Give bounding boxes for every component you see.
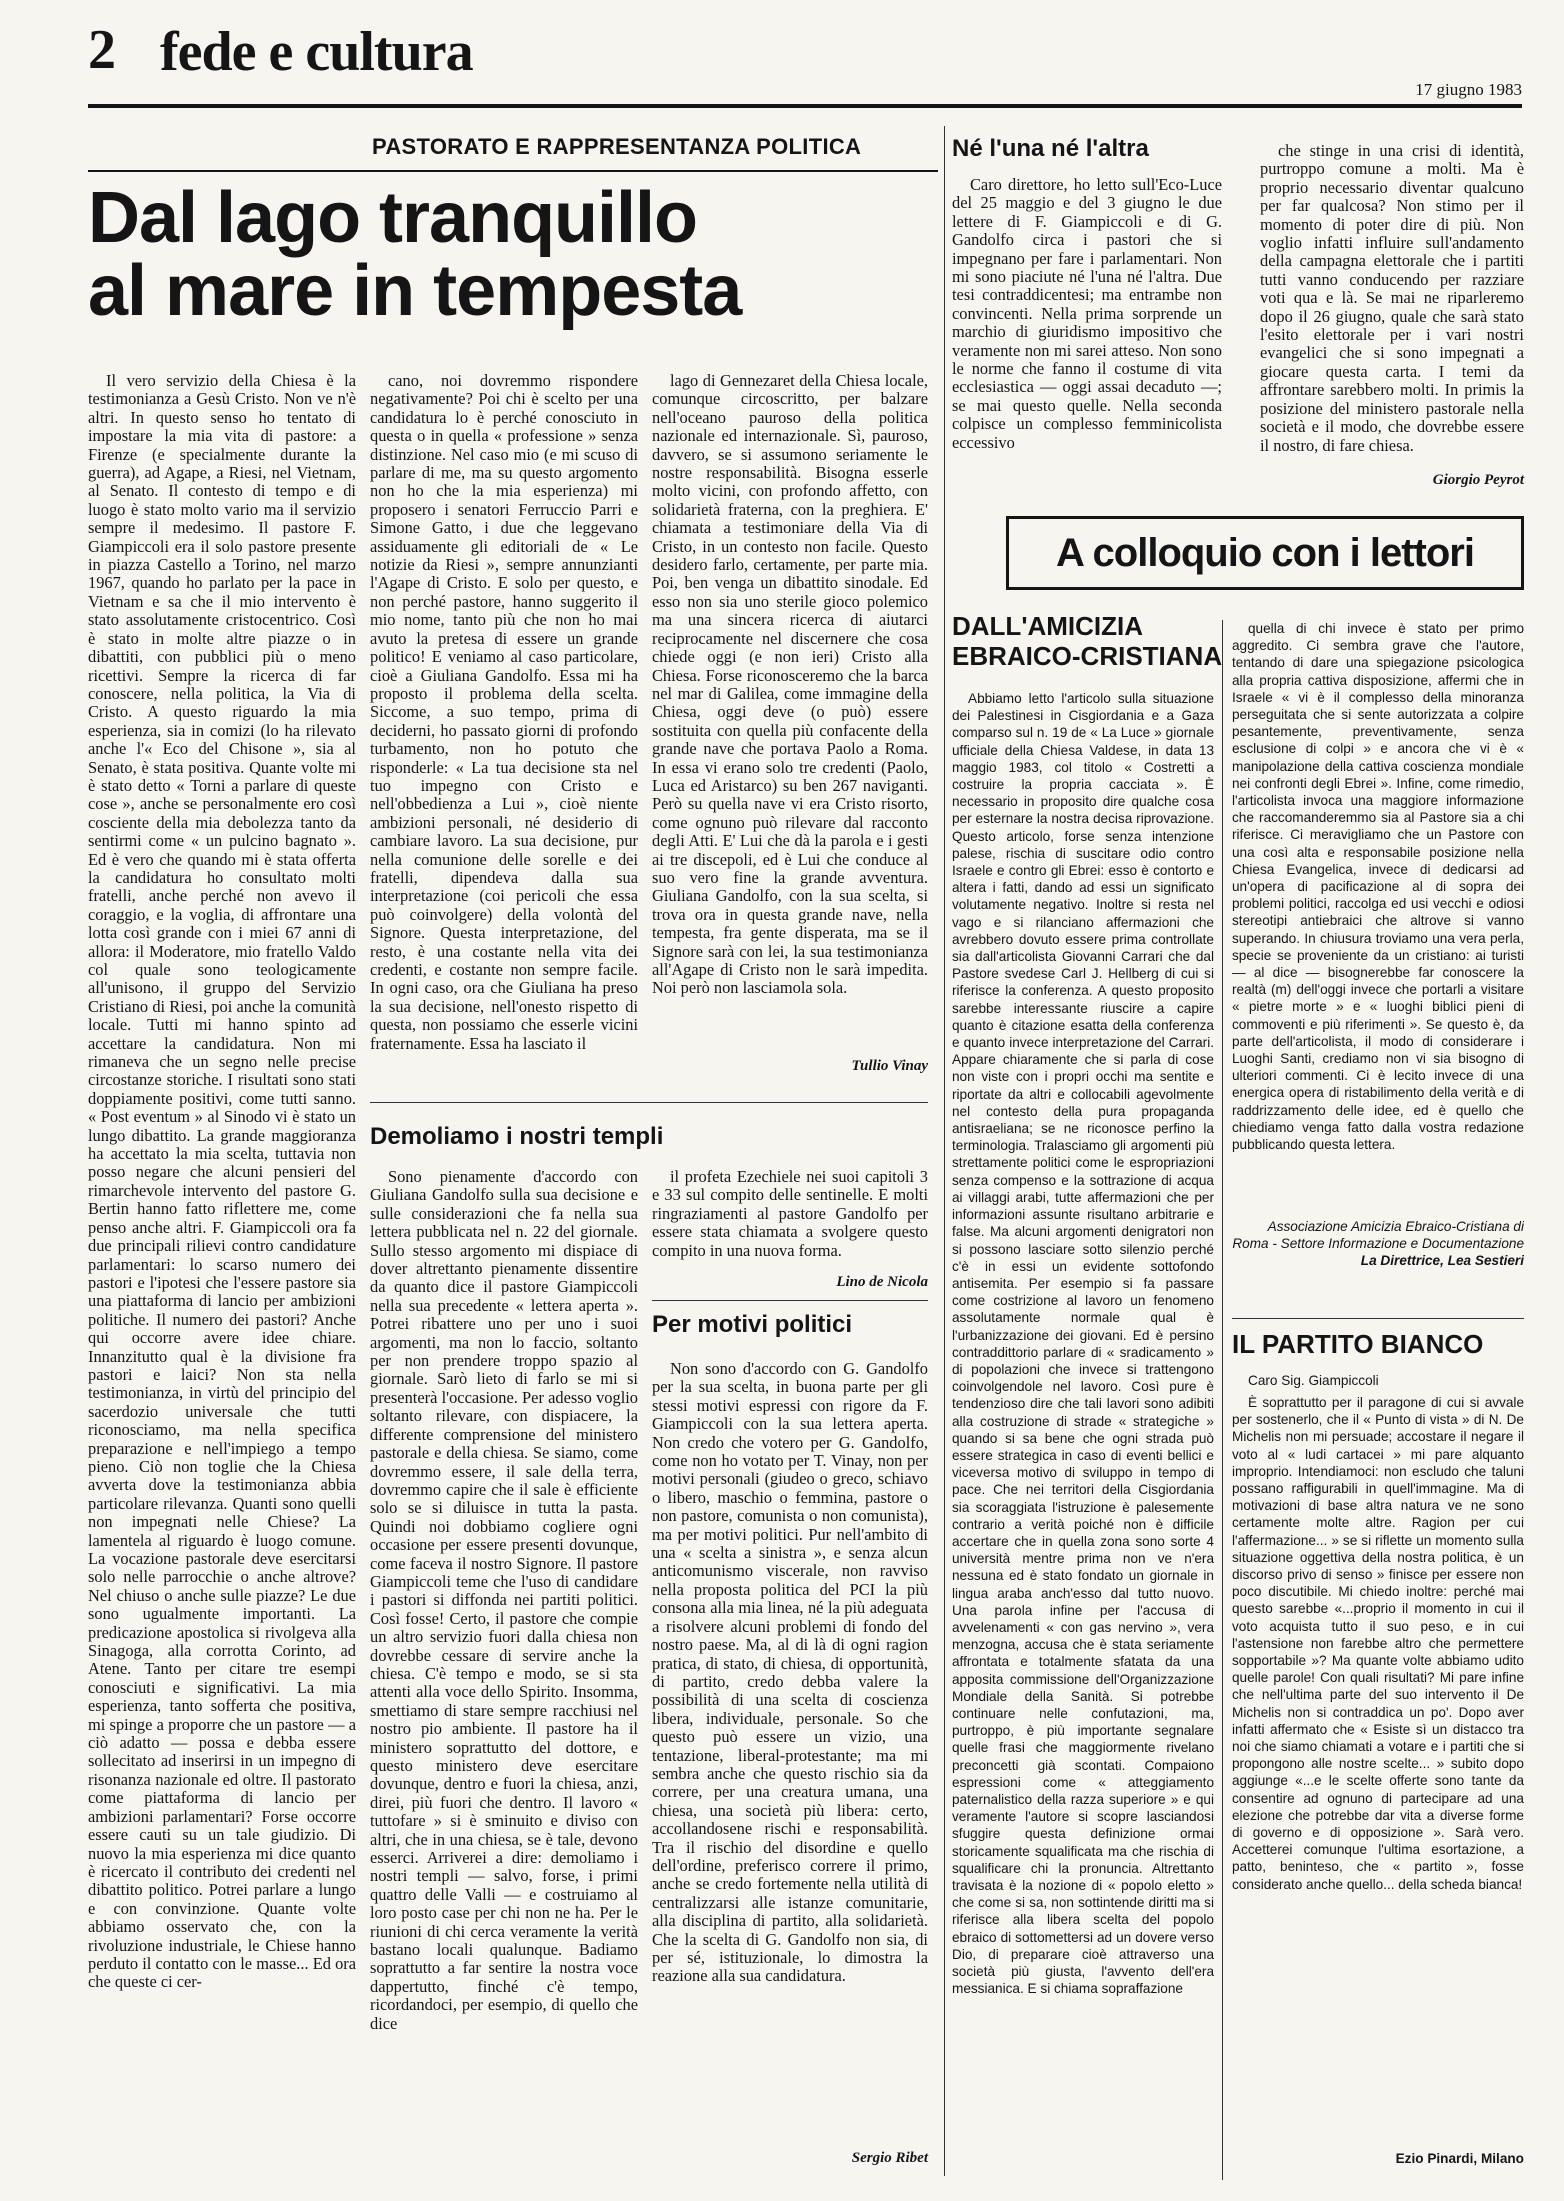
motivi-text: Non sono d'accordo con G. Gandolfo per la sua scelta, in buona parte per gli stessi motivi espressi con rigore da F. Giampiccoli con la sua lettera aperta. Non credo che votero per G. Gandolfo, come non ho votato per T. Vinay, non per motivi personali (giudeo o greco, schiavo o libero, maschio o femmina, pastore o non pastore, comunista o non comunista), ma per motivi politici. Pur nell'ambito di una « scelta a sinistra », e senza alcun anticomunismo viscerale, non ravviso nella proposta politica del PCI la più consona alla mia linea, né la più adeguata a risolvere alcuni problemi di fondo del nostro paese. Ma, al di là di ogni ragion pratica, di stato, di chiesa, di opportunità, di partito, credo debba valere la possibilità di una scelta di coscienza libera, individuale, personale. So che questo può essere un vizio, una tentazione, liberal-protestante; ma mi sembra anche che questo rischio sia da correre, per una creatura umana, una chiesa, una società più libera: certo, accollandosene rischi e responsabilità. Tra il rischio del disordine e quello dell'ordine, preferisco correre il primo, anche se credo fortemente nella utilità di centralizzarsi alle istanze comunitarie, alla disciplina di partito, alla solidarietà. Che la scelta di G. Gandolfo non sia, di per sé, istituzionale, lo dimostra la reazione alla sua candidatura. <box>652 1360 928 1986</box>
amicizia-title <box>952 612 1252 672</box>
motivi-title: Per motivi politici <box>652 1311 853 1338</box>
partito-greeting-text: Caro Sig. Giampiccoli <box>1248 1373 1379 1388</box>
amicizia-col2-text: quella di chi invece è stato per primo aggredito. Ci sembra grave che l'autore, tentando di dare una spiegazione psicologica alla propria cattiva disposizione, affermi che in Israele « vi è il complesso della minoranza perseguitata che si sente autorizzata a colpire pesantemente, preventivamente, senza esclusione di colpi » e ancora che vi è « manipolazione della cattiva coscienza mondiale nei confronti degli Ebrei ». Infine, come rimedio, l'articolista invoca una maggiore informazione che raccomanderemmo sia al Pastore sia a chi riferisce. Ci meravigliamo che un Pastore con una così alta e responsabile posizione nella Chiesa Evangelica, invece di dedicarsi ad un'opera di pacificazione al di sopra dei problemi politici, raccolga ed usi vecchi e odiosi stereotipi antiebraici che altrove si vanno superando. In chiusura troviamo una vera perla, specie se proveniente da un cristiano: ai turisti — al dice — bisognerebbe far conoscere la realtà (m) dell'oggi invece che portarli a visitare « pietre morte » e « luoghi biblici pieni di commoventi e più riferimenti ». Se questo è, da parte dell'articolista, il modo di considerare i Luoghi Santi, crediamo non vi sia bisogno di ulteriori commenti. Ci è lecito invece di una energica opera di ristabilimento della verità e di raddrizzamento delle idee, ed è quello che chiediamo venga fatto dalla vostra redazione pubblicando questa lettera. <box>1232 621 1524 1153</box>
main-col3-text: lago di Gennezaret della Chiesa locale, comunque circoscritto, per balzare nell'oceano pauroso della politica nazionale ed internazionale. Sì, pauroso, davvero, se si assumono seriamente le nostre responsabilità. Bisogna esserle molto vicini, con profondo affetto, con solidarietà fraterna, con la preghiera. E' chiamata a testimoniare della Via di Cristo, in un contesto non facile. Questo desidero farlo, certamente, per parte mia. Poi, ben venga un dibattito sinodale. Ed esso non sia uno sterile gioco polemico ma una sincera ricerca di aiutarci reciprocamente nel discernere che cosa chiede oggi (e non ieri) Cristo alla Chiesa. Forse riconosceremo che la barca nel mar di Galilea, come immagine della Chiesa, oggi deve (o può) essere sostituita con quella più confacente della grande nave che portava Paolo a Roma. In essa vi erano solo tre credenti (Paolo, Luca ed Aristarco) su ben 267 naviganti. Però su quella nave vi era Cristo risorto, come ognuno può rilevare dal racconto degli Atti. E' Lui che dà la parola e i gesti ai tre discepoli, ed è Lui che conduce al suo vero fine la grande avventura. Giuliana Gandolfo, con la sua scelta, si trova ora in questa grande nave, nella tempesta, fra gente disperata, ma se il Signore sarà con lei, la sua testimonianza all'Agape di Cristo non le sarà impedita. Noi però non lasciamola sola. <box>652 372 928 998</box>
amicizia-title-line-1: DALL'AMICIZIA <box>952 611 1144 641</box>
article-headline <box>88 178 948 332</box>
nelluna-col1-text: Caro direttore, ho letto sull'Eco-Luce del 25 maggio e del 3 giugno le due lettere di F. Giampiccoli e di G. Gandolfo circa i pastori che si impegnano per fare i parlamentari. Non mi sono piaciute né l'una né l'altra. Due tesi contraddicentesi; ma entrambe non convincenti. Nella prima sorprende un marchio di giuridismo impositivo che veramente non mi sarei atteso. Non sono le norme che fanno il costume di vita ecclesiastica — oggi assai decaduto —; se mai questo quelle. Nella seconda colpisce un complesso femminicolista eccessivo <box>952 176 1222 452</box>
demoliamo-signature: Lino de Nicola <box>836 1274 928 1290</box>
issue-date: 17 giugno 1983 <box>1415 80 1522 99</box>
partito-text: È soprattutto per il paragone di cui si avvale per sostenerlo, che il « Punto di vista » di N. De Michelis non mi persuade; accostare il negare il voto al « ludi cartacei » mi pare alquanto improprio. Intendiamoci: non escludo che taluni possano raffigurabili in quell'immagine. Ma di motivazioni di base altra natura ve ne sono certamente molte altre. Ragion per cui l'affermazione... » se si riflette un momento sulla situazione oggettiva della nostra politica, è un discorso privo di senso » finisce per essere non poco discutibile. Mi chiedo inoltre: perché mai questo sarebbe «...proprio il momento in cui il voto acquista tutto il suo peso, e in cui l'astensione non farebbe altro che permettere sopportabile »? Ma quante volte abbiamo udito quelle parole! Con quali risultati? Mi pare infine che nell'ultima parte del suo intervento il De Michelis non si contraddica un po'. Dopo aver infatti affermato che « Esiste sì un distacco tra noi che siamo chiamati a votare e i partiti che si propongono alle nostre scelte... » subito dopo aggiunge «...e le scelte offerte sono tante da consentire ad ognuno di partecipare ad una elezione che potrebbe dar vita a diverse forme di governo e di opposizione ». Sarà vero. Accetterei comunque l'ultima esortazione, a patto, beninteso, che « partito », fosse considerato anche quello... della scheda bianca! <box>1232 1395 1524 1892</box>
partito-signature-block <box>1232 2150 1524 2172</box>
amicizia-col1-text: Abbiamo letto l'articolo sulla situazione dei Palestinesi in Cisgiordania e a Gaza comparso sul n. 19 de « La Luce » giornale ufficiale della Chiesa Valdese, in data 13 maggio 1983, col titolo « Costretti a costruire la propria cacciata ». È necessario in proposito dire qualche cosa per esternare la nostra decisa riprovazione. Questo articolo, forse senza intenzione palese, rischia di suscitare odio contro Israele e contro gli Ebrei: esso è contorto e altera i fatti, dando ad essi un significato volutamente negativo. Inoltre si resta nel vago e si rilanciano affermazioni che avrebbero dovuto essere prima controllate sia dall'articolista Giovanni Carrari che dal Pastore svedese Carl J. Hellberg di cui si riferisce la conferenza. A questo proposito sarebbe interessante riuscire a capire quanto è citazione esatta della conferenza e quanto invece interpretazione del Carrari. Appare chiaramente che si parla di cose non viste con i propri occhi ma sentite e riportate da altri e collocabili agevolmente nel contesto della pura propaganda antisraeliana; se ne riconosce perfino la terminologia. Tralasciamo gli argomenti più strettamente politici come le espropriazioni senza compenso e la sottrazione di acqua ai villaggi arabi, tutte affermazioni che per informazioni assunte risultano arbitrarie e false. Ma alcuni argomenti denigratori non si possono lasciare sotto silenzio perché c'è in essi un evidente sottofondo antisemita. Per esempio si fa passare come costrizione al lavoro un fenomeno assolutamente normale qual è l'urbanizzazione dei giovani. Ed è persino contraddittorio parlare di « sradicamento » di popolazioni che invece si trattengono coinvolgendole nel lavoro. Così pure è tendenzioso dire che tali lavori sono adibiti alla costruzione di strade « strategiche » quando si sa bene che ogni strada può essere strategica in caso di eventi bellici e viceversa motivo di sviluppo in tempo di pace. Che nei territori della Cisgiordania sia scoraggiata l'istruzione è palesemente contrario a verità poiché non è difficile accertare che in quella zona sono sorte 4 università mentre prima non ve n'era nessuna ed è stato fondato un giornale in lingua araba anch'esso dal tutto nuovo. Una parola infine per l'accusa di avvelenamenti « con gas nervino », vera menzogna, accusa che è stata seriamente affrontata e totalmente sfatata da una apposita commissione dell'Organizzazione Mondiale della Sanità. Si potrebbe continuare nelle confutazioni, ma, purtroppo, è più importante segnalare quelle frasi che maggiormente rivelano preconcetti già scontati. Compaiono espressioni come « atteggiamento paternalistico della razza superiore » e qui veramente l'autore si scopre lasciandosi sfuggire questa definizione ormai storicamente squalificata ma che rischia di squalificare chi la pronuncia. Altrettanto travisata è la nozione di « popolo eletto » che come si sa, non sottintende diritti ma si riferisce alla libera scelta del popolo ebraico di sottomettersi ad un dovere verso Dio, di preparare cioè attraverso una società più giusta, l'avvento dell'era messianica. E si chiama sopraffazione <box>952 691 1214 1997</box>
headline-line-2: al mare in tempesta <box>88 251 742 332</box>
headline-line-1: Dal lago tranquillo <box>88 178 698 258</box>
masthead-rule <box>88 104 1522 108</box>
demoliamo-column-1 <box>370 1168 638 2172</box>
amicizia-column-1 <box>952 690 1214 2180</box>
article-kicker: PASTORATO E RAPPRESENTANZA POLITICA <box>372 134 862 159</box>
column-divider <box>944 126 945 2176</box>
nelluna-title: Né l'una né l'altra <box>952 135 1149 162</box>
amicizia-signature-block <box>1232 1218 1524 1308</box>
amicizia-signature-org: Associazione Amicizia Ebraico-Cristiana di Roma - Settore Informazione e Documentazione <box>1232 1219 1524 1252</box>
nelluna-signature: Giorgio Peyrot <box>1432 472 1524 488</box>
demoliamo-col1-text: Sono pienamente d'accordo con Giuliana Gandolfo sulla sua decisione e sulle considerazioni che fa nella sua lettera pubblicata nel n. 22 del giornale. Sullo stesso argomento mi dispiace di dover altrettanto pienamente dissentire da quanto dice il pastore Giampiccoli nella sua precedente « lettera aperta ». Potrei ribattere uno per uno i suoi argomenti, ma non lo faccio, soltanto per non prendere troppo spazio al giornale. Sarò lieto di farlo se mi si presenterà l'occasione. Per adesso voglio soltanto rilevare, con dispiacere, la differente comprensione del ministero pastorale e della chiesa. Se siamo, come dovremmo essere, il sale della terra, dovremmo capire che il sale è efficiente solo se si diluisce in tutta la pasta. Quindi noi dobbiamo cogliere ogni occasione per essere presenti dovunque, come faceva il nostro Signore. Il pastore Giampiccoli teme che l'uso di candidare i pastori si diffonda nei partiti politici. Così fosse! Certo, il pastore che compie un altro servizio fuori dalla chiesa non dovrebbe cessare di servire anche la chiesa. C'è tempo e modo, se si sta attenti alla voce dello Spirito. Insomma, smettiamo di stare sempre racchiusi nel nostro pio ambiente. Il pastore ha il ministero soprattutto del dottore, e questo ministero deve esercitare dovunque, dentro e fuori la chiesa, anzi, direi, più fuori che dentro. Il lavoro « tuttofare » si è sminuito e diviso con altri, che in una chiesa, se è tale, devono esserci. Arriverei a dire: demoliamo i nostri templi — salvo, forse, i primi quattro delle Valli — e costruiamo al loro posto case per chi non ne ha. Per le riunioni di chi cerca veramente la verità bastano locali qualunque. Badiamo soprattutto a far sentire la nostra voce dappertutto, finché c'è tempo, ricordandoci, per esempio, di quello che dice <box>370 1168 638 2033</box>
partito-greeting <box>1232 1372 1524 1392</box>
partito-signature: Ezio Pinardi, Milano <box>1395 2151 1524 2166</box>
main-col1-text: Il vero servizio della Chiesa è la testimonianza a Gesù Cristo. Non ve n'è altri. In questo senso ho tentato di impostare la mia vita di pastore: a Firenze (e specialmente durante la guerra), ad Agape, a Riesi, nel Vietnam, al Senato. Il contesto di tempo e di luogo è stato molto vario ma il servizio sempre il medesimo. Il pastore F. Giampiccoli era il solo pastore presente in piazza Castello a Torino, nel marzo 1967, quando ho parlato per la pace in Vietnam e sa che il mio intervento è stato assolutamente cristocentrico. Così è stato in molte altre piazze o in dibattiti, con pubblici più o meno ricettivi. Sempre la ricerca di far conoscere, nella politica, la Via di Cristo. A questo riguardo la mia esperienza, sia in comizi (lo ha rilevato anche l'« Eco del Chisone », sia al Senato, è stata positiva. Quante volte mi è stato detto « Torni a parlare di queste cose », anche se personalmente ero così cosciente della mia debolezza tanto da sentirmi come « un pulcino bagnato ». Ed è vero che quando mi è stata offerta la candidatura ho consultato molti fratelli, anche perché non avevo il coraggio, e la voglia, di affrontare una lotta così grande con i miei 67 anni di allora: il Moderatore, mio fratello Valdo col quale sono teologicamente all'unisono, il gruppo del Servizio Cristiano di Riesi, poi anche la comunità locale. Tutti mi hanno spinto ad accettare la candidatura. Non mi rimaneva che un segno nelle precise circostanze storiche. I risultati sono stati doppiamente positivi, come tutti sanno. « Post eventum » al Sinodo vi è stato un lungo dibattito. La grande maggioranza ha accettato la mia scelta, tuttavia non posso negare che alcuni pensieri del rimarchevole intervento del pastore G. Bertin hanno fatto riflettere me, come penso anche altri. F. Giampiccoli ora fa due principali rilievi contro candidature parlamentari: lo scarso numero dei pastori e l'ipotesi che l'essere pastore sia una piattaforma di lancio per ambizioni politiche. Il numero dei pastori? Anche qui occorre avere idee chiare. Innanzitutto qual è la divisione fra pastori e laici? Non sta nella testimonianza, in virtù del principio del sacerdozio universale che tutti riconosciamo, ma nella specifica preparazione e nell'impiego a tempo pieno. Ciò non toglie che la Chiesa avverta dove la testimonianza abbia particolare rilevanza. Quanti sono quelli non impegnati nelle Chiese? La lamentela al riguardo è luogo comune. La vocazione pastorale deve esercitarsi solo nelle parrocchie o anche altrove? Nel chiuso o anche sulle piazze? Le due sono ugualmente importanti. La predicazione apostolica si rivolgeva alla Sinagoga, alla corrotta Corinto, ad Atene. Tanto per citare tre esempi conosciuti e significativi. La mia esperienza, tanto sofferta che positiva, mi spinge a proporre che un pastore — a ciò adatto — possa e debba essere sollecitato ad inserirsi in un impegno di risonanza nazionale ed oltre. Il pastorato come piattaforma di lancio per ambizioni parlamentari? Forse occorre essere cauti su un tale giudizio. Di nuovo la mia esperienza mi dice quanto è ricercato il contributo dei credenti nel dibattito politico. Potrei parlare a lungo e con convinzione. Quante volte abbiamo osservato che, con la rivoluzione industriale, le Chiese hanno perduto il contatto con le masse... Ed ora che queste ci cer- <box>88 372 356 1992</box>
letters-column-divider <box>1222 620 1223 2180</box>
partito-title: IL PARTITO BIANCO <box>1232 1329 1484 1359</box>
demoliamo-col2-text: il profeta Ezechiele nei suoi capitoli 3 e 33 sul compito delle sentinelle. E molti ringraziamenti al pastore Gandolfo per essere stata chiamata a svolgere questo compito in una nuova forma. <box>652 1168 928 1260</box>
amicizia-signature-name: La Direttrice, Lea Sestieri <box>1360 1253 1524 1269</box>
amicizia-column-2 <box>1232 620 1524 1214</box>
kicker-rule <box>88 170 938 172</box>
motivi-signature: Sergio Ribet <box>851 2150 928 2166</box>
motivi-top-rule <box>652 1300 928 1301</box>
main-signature: Tullio Vinay <box>851 1058 928 1074</box>
main-article-column-1 <box>88 372 356 2172</box>
main-article-column-3 <box>652 372 928 1054</box>
nelluna-col2-text: che stinge in una crisi di identità, purtroppo comune a molti. Ma è proprio necessario diventar qualcuno per far qualcosa? Non stimo per il momento di poter dire di più. Non voglio infatti influire sull'andamento della campagna elettorale che i partiti tutti vanno conducendo per razziare voti qua e là. Se mai ne riparleremo dopo il 26 giugno, quale che sarà stato l'esito elettorale per i vari nostri evangelici che si sono impegnati a giocare questa carta. I temi da affrontare sarebbero molti. In primis la posizione del ministero pastorale nella società e il modo, che dovrebbe essere il nostro, di fare chiesa. <box>1260 142 1524 455</box>
letters-banner: A colloquio con i lettori <box>1006 516 1524 590</box>
main-article-column-2 <box>370 372 638 1078</box>
motivi-column <box>652 1360 928 2146</box>
amicizia-title-line-2: EBRAICO-CRISTIANA <box>952 640 1223 671</box>
demoliamo-title: Demoliamo i nostri templi <box>370 1123 664 1150</box>
nelluna-column-1 <box>952 176 1222 498</box>
section-title: fede e cultura <box>160 21 473 83</box>
demoliamo-top-rule <box>370 1102 928 1103</box>
partito-top-rule <box>1232 1318 1524 1319</box>
page-number: 2 <box>88 19 116 81</box>
demoliamo-column-2 <box>652 1168 928 1278</box>
nelluna-column-2 <box>1260 142 1524 458</box>
partito-column <box>1232 1394 1524 2144</box>
main-col2-text: cano, noi dovremmo rispondere negativamente? Poi chi è scelto per una candidatura lo è perché conosciuto in questa o in quella « professione » senza distinzione. Nel caso mio (e mi scuso di parlare di me, ma su questo argomento non ho che la mia esperienza) mi proposero i senatori Ferruccio Parri e Simone Gatto, i due che leggevano assiduamente gli editoriali de « Le notizie da Riesi », sempre annunzianti l'Agape di Cristo. E solo per questo, e non perché pastore, hanno suggerito il mio nome, tanto più che non ho mai avuto la pretesa di essere un grande politico! E veniamo al caso particolare, cioè a Giuliana Gandolfo. Essa mi ha proposto il problema della scelta. Siccome, a suo tempo, prima di deciderni, ho passato giorni di profondo turbamento, non ho potuto che risponderle: « La tua decisione sta nel tuo impegno con Cristo e nell'obbedienza a Lui », cioè niente ambizioni personali, né desiderio di cambiare lavoro. La sua decisione, pur nella comunione delle sorelle e dei fratelli, dipendeva dalla sua interpretazione (coi pericoli che essa può coinvolgere) della volontà del Signore. Questa interpretazione, del resto, è una costante nella vita dei credenti, e costante non sempre facile. In ogni caso, ora che Giuliana ha preso la sua decisione, nell'onesto rispetto di questa, non possiamo che esserle vicini fraternamente. Essa ha lasciato il <box>370 372 638 1053</box>
